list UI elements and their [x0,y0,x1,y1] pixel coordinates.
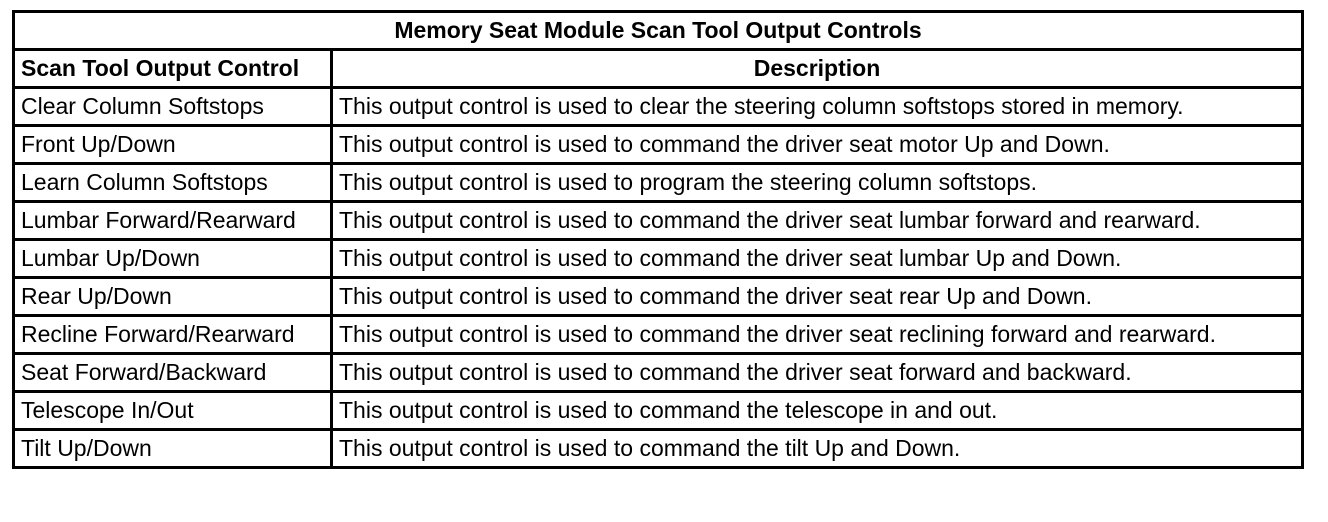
description-cell: This output control is used to command the driver seat lumbar forward and rearward. [332,202,1303,240]
column-header-control: Scan Tool Output Control [14,50,332,88]
table-row [14,126,1303,164]
control-name-cell: Telescope In/Out [14,392,332,430]
table-row [14,240,1303,278]
header-row [14,50,1303,88]
description-cell: This output control is used to command the driver seat reclining forward and rearward. [332,316,1303,354]
column-header-description: Description [332,50,1303,88]
table-row [14,392,1303,430]
output-controls-table [12,10,1304,469]
table-row [14,88,1303,126]
description-cell: This output control is used to command the driver seat rear Up and Down. [332,278,1303,316]
control-name-cell: Learn Column Softstops [14,164,332,202]
table-title: Memory Seat Module Scan Tool Output Controls [14,12,1303,50]
control-name-cell: Lumbar Up/Down [14,240,332,278]
control-name-cell: Rear Up/Down [14,278,332,316]
table-row [14,164,1303,202]
control-name-cell: Clear Column Softstops [14,88,332,126]
table-row [14,430,1303,468]
description-cell: This output control is used to command the driver seat motor Up and Down. [332,126,1303,164]
control-name-cell: Lumbar Forward/Rearward [14,202,332,240]
control-name-cell: Seat Forward/Backward [14,354,332,392]
table-row [14,316,1303,354]
control-name-cell: Tilt Up/Down [14,430,332,468]
table-row [14,354,1303,392]
description-cell: This output control is used to clear the steering column softstops stored in memory. [332,88,1303,126]
control-name-cell: Front Up/Down [14,126,332,164]
description-cell: This output control is used to program the steering column softstops. [332,164,1303,202]
table-row [14,202,1303,240]
description-cell: This output control is used to command the telescope in and out. [332,392,1303,430]
title-row [14,12,1303,50]
description-cell: This output control is used to command the driver seat forward and backward. [332,354,1303,392]
control-name-cell: Recline Forward/Rearward [14,316,332,354]
table-row [14,278,1303,316]
description-cell: This output control is used to command the driver seat lumbar Up and Down. [332,240,1303,278]
description-cell: This output control is used to command the tilt Up and Down. [332,430,1303,468]
